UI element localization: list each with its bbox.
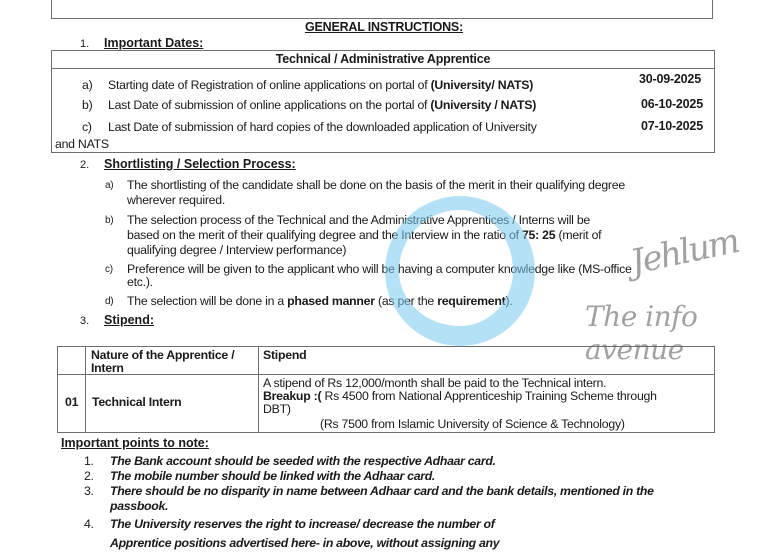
section-heading-selection-process: [80, 157, 296, 171]
section-number: 1.: [80, 38, 90, 50]
item-bold: requirement: [437, 294, 506, 308]
note-line: There should be no disparity in name between Adhaar card and the bank details, mentioned in the: [110, 484, 654, 498]
note-marker: 3.: [84, 484, 94, 498]
item-text: based on the merit of their qualifying degree and the Interview in the ratio of: [127, 228, 522, 242]
note-item: [84, 515, 500, 553]
date-row: [82, 120, 537, 134]
notes-heading: Important points to note:: [61, 436, 209, 450]
dates-table-header: Technical / Administrative Apprentice: [52, 51, 714, 69]
row-bold: (University / NATS): [430, 98, 537, 112]
date-value: 06-10-2025: [641, 97, 703, 111]
date-value: 07-10-2025: [641, 119, 703, 133]
cell-stipend-line: (Rs 7500 from Islamic University of Science & Technology): [320, 417, 625, 431]
selection-item-a: [105, 178, 625, 208]
important-dates-table: [51, 50, 715, 153]
note-item: [84, 454, 496, 469]
row-text: Starting date of Registration of online applications on portal of: [108, 78, 431, 92]
page-title: GENERAL INSTRUCTIONS:: [304, 20, 464, 34]
item-line: The shortlisting of the candidate shall be done on the basis of the merit in their qualifying degree: [127, 178, 625, 192]
note-marker: 4.: [84, 517, 94, 531]
selection-item-b: [105, 213, 602, 258]
cell-nature: Technical Intern: [92, 395, 182, 409]
watermark-script-top: Jehlum: [627, 221, 742, 283]
row-marker: b): [82, 98, 93, 112]
cell-stipend-breakup: [263, 390, 657, 403]
item-marker: a): [105, 180, 114, 191]
item-line: [127, 228, 601, 243]
date-value: 30-09-2025: [639, 72, 701, 86]
item-line: etc.).: [127, 275, 153, 289]
item-line: wherever required.: [127, 193, 226, 207]
item-text: (merit of: [555, 228, 602, 242]
section-label: Shortlisting / Selection Process:: [104, 157, 296, 171]
note-item: [84, 484, 654, 514]
note-marker: 1.: [84, 454, 94, 468]
table-divider: [258, 347, 259, 432]
section-number: 2.: [80, 159, 90, 171]
row-bold: (University/ NATS): [430, 78, 534, 92]
note-marker: 2.: [84, 469, 94, 483]
breakup-text: Rs 4500 from National Apprenticeship Training Scheme through: [321, 389, 657, 403]
row-text: Last Date of submission of hard copies of the downloaded application of University: [108, 120, 537, 134]
row-text: Last Date of submission of online applications on the portal of: [108, 98, 431, 112]
section-label: Important Dates:: [104, 36, 204, 50]
item-text: ).: [505, 294, 513, 308]
note-line: Apprentice positions advertised here- in above, without assigning any: [110, 536, 500, 550]
item-line: The selection process of the Technical and the Administrative Apprentices / Interns will be: [127, 213, 591, 227]
breakup-label: Breakup :(: [263, 389, 322, 403]
date-row: [82, 98, 536, 112]
item-text: The selection will be done in a: [127, 294, 288, 308]
cell-sno: 01: [65, 395, 79, 409]
note-line: The Bank account should be seeded with the respective Adhaar card.: [110, 454, 496, 468]
cell-stipend-line: DBT): [263, 402, 291, 416]
cell-stipend-line: A stipend of Rs 12,000/month shall be paid to the Technical intern.: [263, 376, 607, 390]
item-text: (as per the: [374, 294, 438, 308]
item-marker: c): [105, 264, 113, 275]
ratio-bold: 75: 25: [521, 228, 556, 242]
note-line: The mobile number should be linked with the Adhaar card.: [110, 469, 436, 483]
section-heading-stipend: [80, 313, 154, 327]
date-row-continuation: and NATS: [55, 137, 109, 151]
watermark-script-bottom: The info avenue: [585, 300, 698, 366]
header-nature: Nature of the Apprentice / Intern: [91, 348, 235, 375]
top-box-border: [51, 0, 713, 19]
row-marker: a): [82, 78, 93, 92]
selection-item-c: [105, 262, 632, 289]
note-line: The University reserves the right to increase/ decrease the number of: [110, 517, 495, 531]
item-marker: d): [105, 296, 114, 307]
section-number: 3.: [80, 315, 90, 327]
item-marker: b): [105, 215, 114, 226]
note-item: [84, 469, 436, 484]
item-line: Preference will be given to the applicant who will be having a computer knowledge like (MS-office: [127, 262, 632, 276]
date-row: [82, 78, 533, 92]
section-label: Stipend:: [104, 313, 154, 327]
table-divider: [85, 347, 86, 432]
section-heading-important-dates: [80, 36, 203, 50]
item-bold: phased manner: [287, 294, 375, 308]
selection-item-d: [105, 294, 513, 309]
stipend-table: [57, 346, 715, 433]
row-marker: c): [82, 120, 92, 134]
header-stipend: Stipend: [263, 348, 307, 362]
item-line: qualifying degree / Interview performance): [127, 243, 347, 257]
note-line: passbook.: [110, 499, 169, 513]
